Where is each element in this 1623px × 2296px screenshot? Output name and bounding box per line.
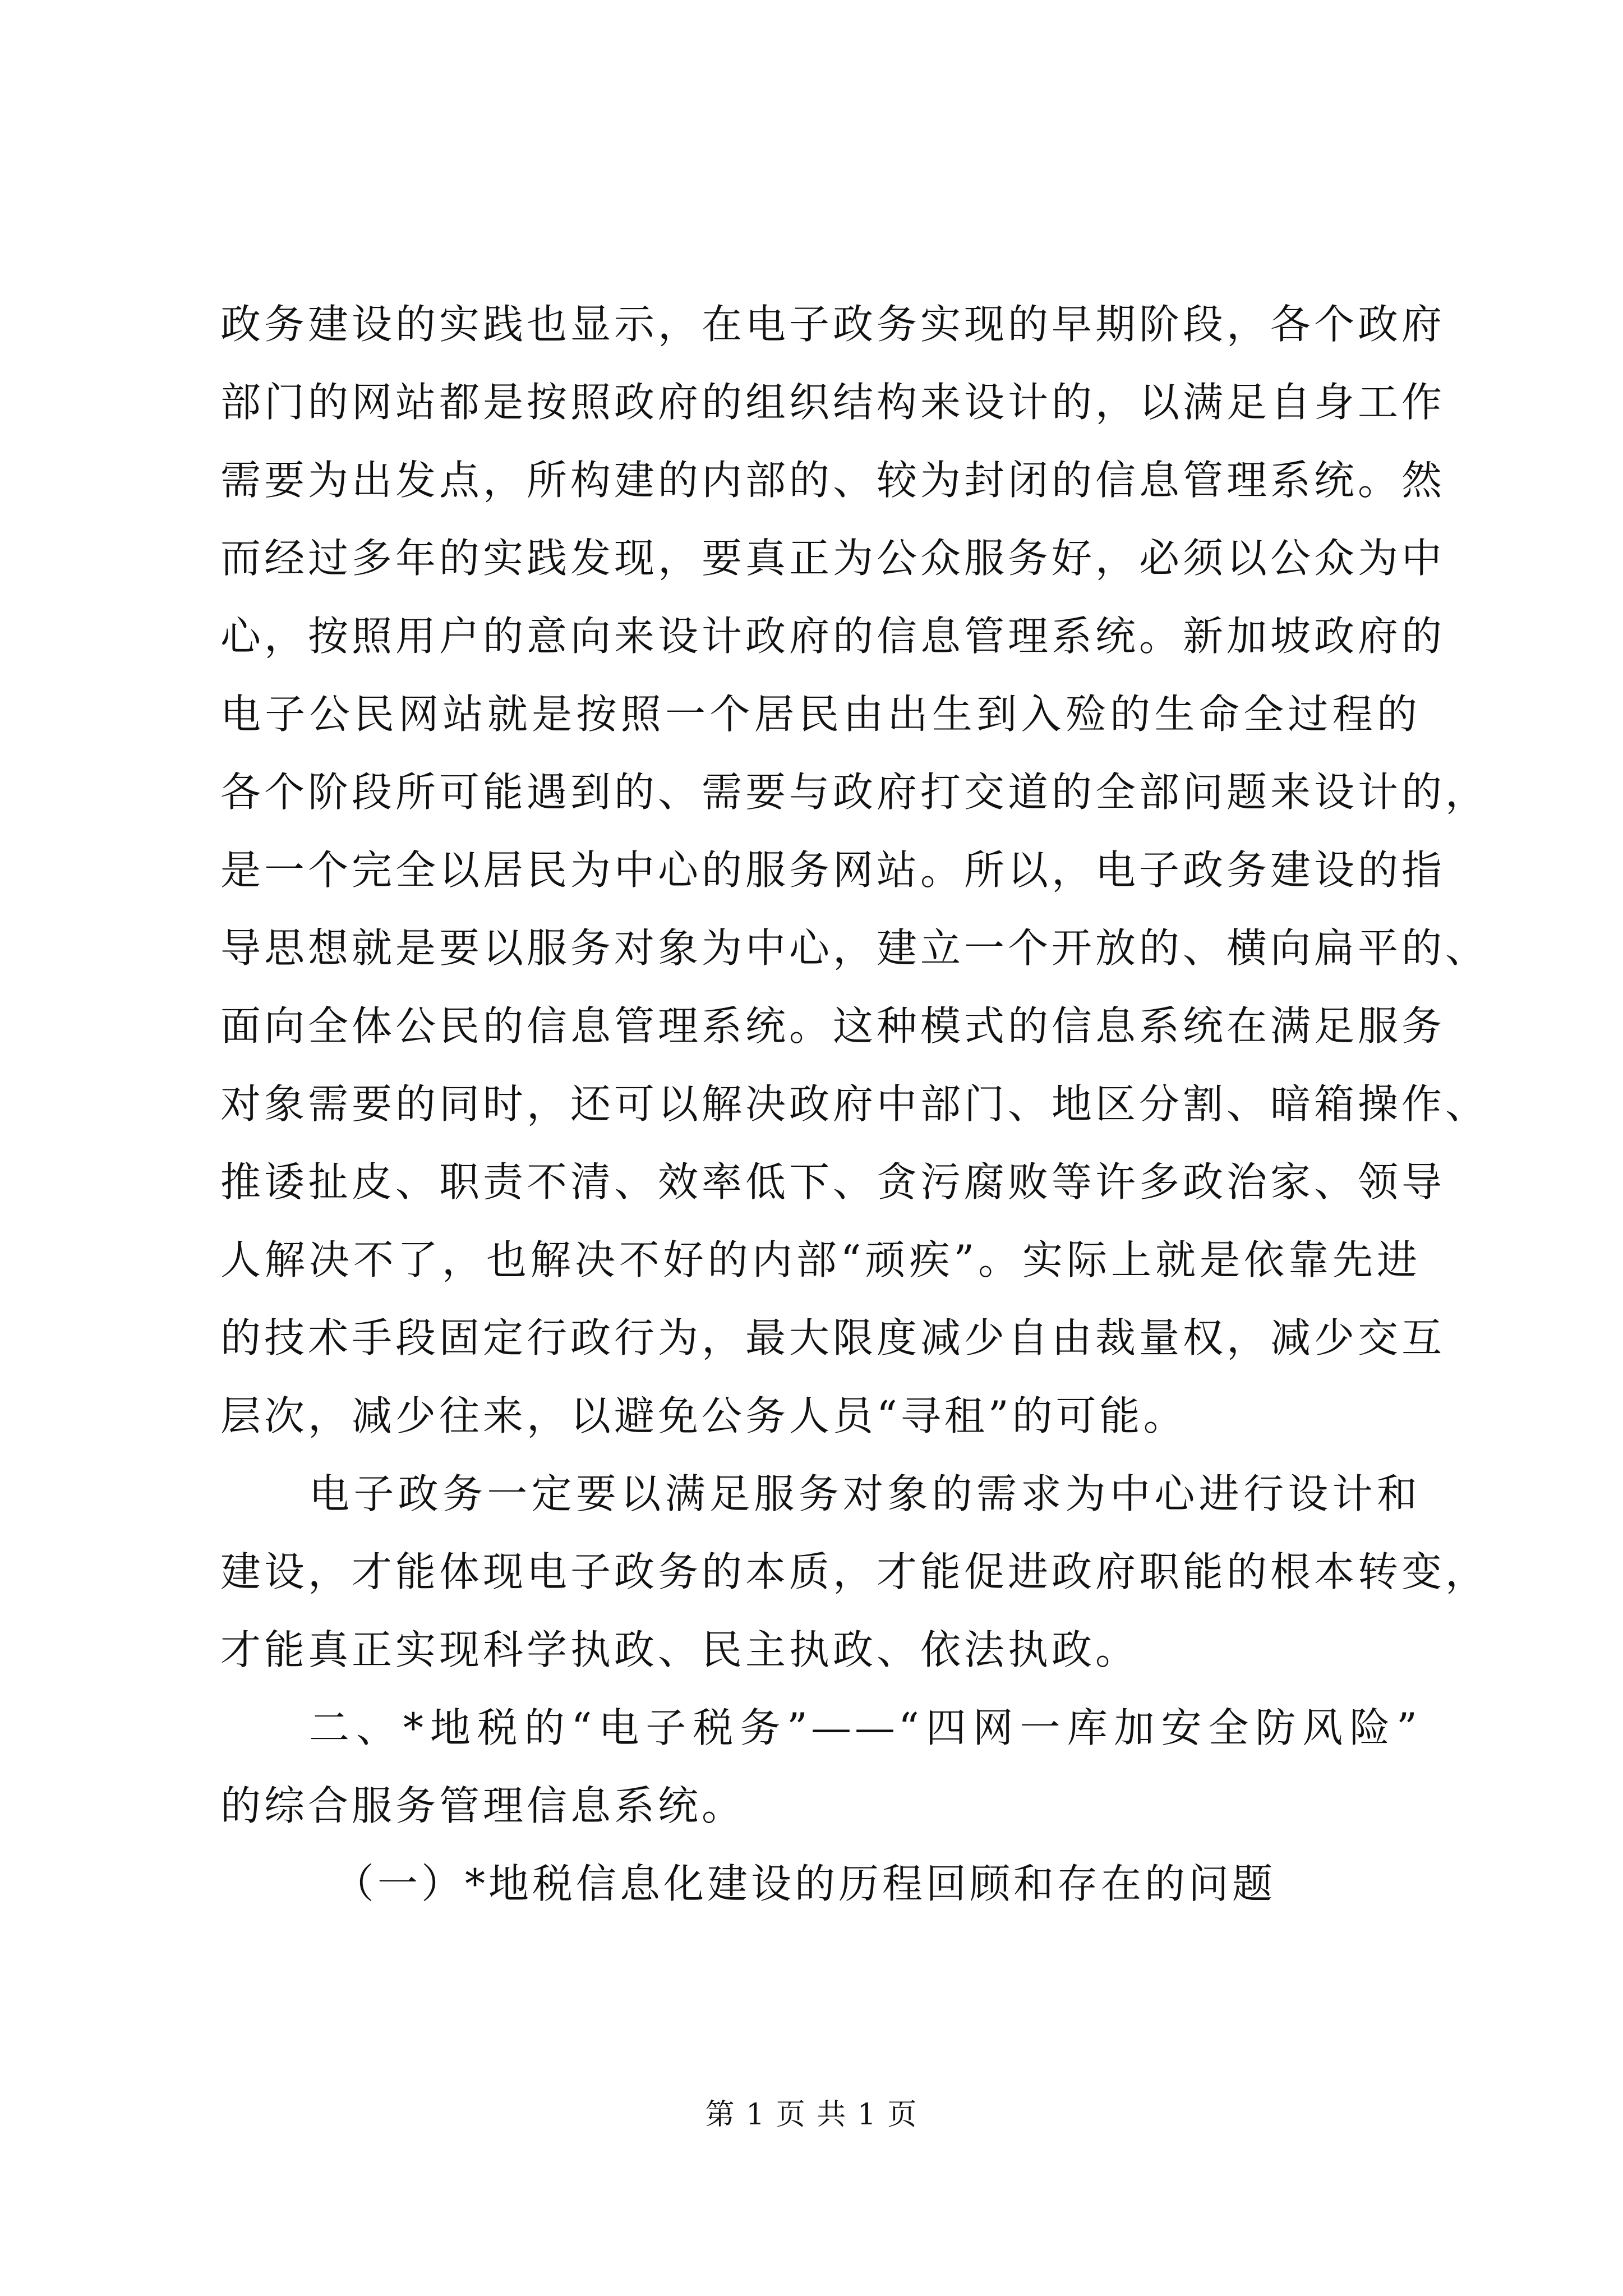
body-text-line: 各个阶段所可能遇到的、需要与政府打交道的全部问题来设计的， <box>220 769 1490 816</box>
body-text-line: 的技术手段固定行政行为，最大限度减少自由裁量权，减少交互 <box>220 1314 1446 1361</box>
body-text-line: 层次，减少往来，以避免公务人员“寻租”的可能。 <box>220 1392 1187 1439</box>
section-heading-line: 的综合服务管理信息系统。 <box>220 1782 746 1829</box>
body-text-line: 是一个完全以居民为中心的服务网站。所以，电子政务建设的指 <box>220 846 1446 894</box>
body-text-line: 才能真正实现科学执政、民主执政、依法执政。 <box>220 1626 1140 1673</box>
body-text-line: 人解决不了，也解决不好的内部“顽疾”。实际上就是依靠先进 <box>220 1236 1421 1283</box>
body-text-line: 电子公民网站就是按照一个居民由出生到入殓的生命全过程的 <box>220 691 1421 738</box>
body-text-line: 心，按照用户的意向来设计政府的信息管理系统。新加坡政府的 <box>220 613 1446 660</box>
body-text-line: 面向全体公民的信息管理系统。这种模式的信息系统在满足服务 <box>220 1002 1446 1050</box>
body-text-line: 推诿扯皮、职责不清、效率低下、贪污腐败等许多政治家、领导 <box>220 1158 1446 1205</box>
body-text-line: 对象需要的同时，还可以解决政府中部门、地区分割、暗箱操作、 <box>220 1080 1490 1128</box>
body-text-line: 部门的网站都是按照政府的组织结构来设计的，以满足自身工作 <box>220 379 1446 426</box>
body-text-line: 电子政务一定要以满足服务对象的需求为中心进行设计和 <box>309 1470 1421 1517</box>
body-text-line: 导思想就是要以服务对象为中心，建立一个开放的、横向扁平的、 <box>220 924 1490 972</box>
body-text-line: 建设，才能体现电子政务的本质，才能促进政府职能的根本转变， <box>220 1548 1490 1595</box>
page-footer: 第 1 页 共 1 页 <box>705 2098 918 2132</box>
body-text-line: 而经过多年的实践发现，要真正为公众服务好，必须以公众为中 <box>220 535 1446 582</box>
section-heading-line: 二、*地税的“电子税务”——“四网一库加安全防风险” <box>309 1704 1421 1751</box>
body-text-line: 需要为出发点，所构建的内部的、较为封闭的信息管理系统。然 <box>220 457 1446 504</box>
body-text-line: 政务建设的实践也显示，在电子政务实现的早期阶段，各个政府 <box>220 301 1446 348</box>
subsection-heading: （一）*地税信息化建设的历程回顾和存在的问题 <box>334 1860 1276 1907</box>
